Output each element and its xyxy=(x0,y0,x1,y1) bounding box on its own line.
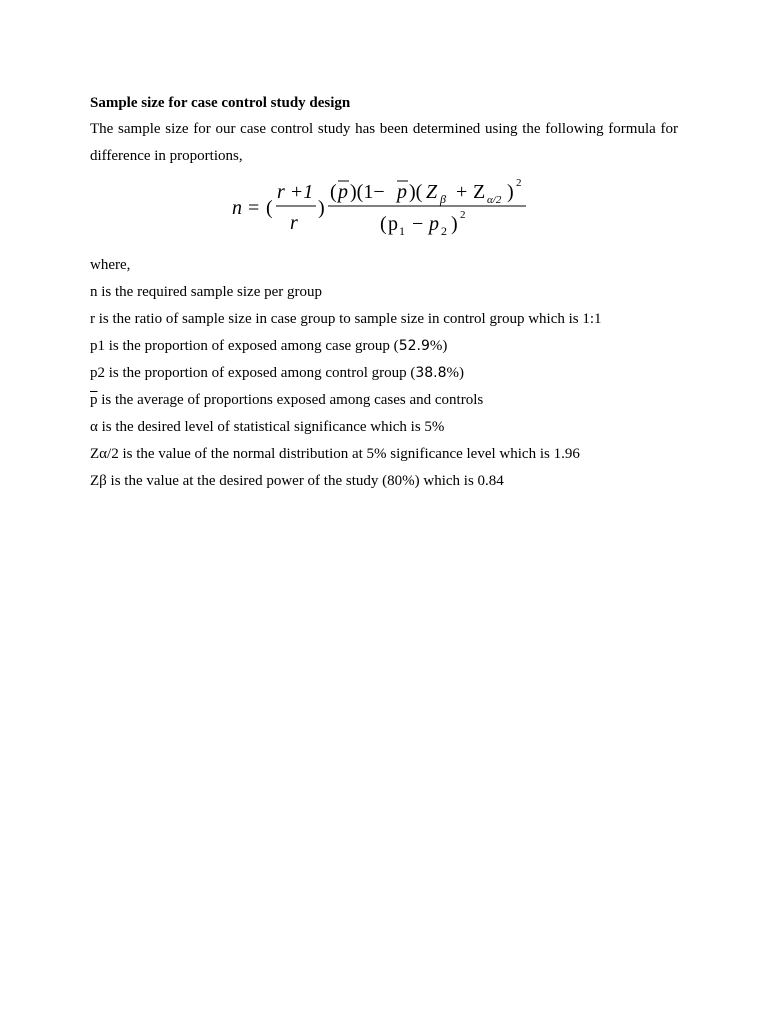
document-page xyxy=(90,90,678,495)
sample-size-formula xyxy=(90,176,678,242)
formula-z-alpha: Z xyxy=(473,181,486,203)
formula-num-mid: )(1− xyxy=(350,181,385,203)
definition-p1-suffix: %) xyxy=(429,338,448,354)
definition-p2 xyxy=(90,360,678,387)
definition-p1-value: 52.9 xyxy=(398,338,430,354)
definition-pbar-text: is the average of proportions exposed among cases and controls xyxy=(97,392,484,408)
formula-p2: p xyxy=(429,213,439,235)
formula-num-open: ( xyxy=(330,181,337,203)
formula-open-paren: ( xyxy=(266,197,273,219)
definition-z-beta: Zβ is the value at the desired power of the study (80%) which is 0.84 xyxy=(90,473,504,489)
formula-n: n xyxy=(232,197,242,219)
formula-p1: p xyxy=(388,213,398,235)
formula-pbar-2: p xyxy=(397,181,407,203)
definition-p2-suffix: %) xyxy=(446,365,465,381)
definition-p2-value: 38.8 xyxy=(415,365,447,381)
formula-plus: + xyxy=(456,181,468,203)
formula-den-close: ) xyxy=(451,213,458,235)
formula-alpha-subscript: α/2 xyxy=(487,194,502,206)
formula-num-close: ) xyxy=(507,181,514,203)
intro-paragraph: The sample size for our case control study has been determined using the following formula for difference in proportions, xyxy=(90,121,678,164)
definition-z-alpha: Zα/2 is the value of the normal distribution at 5% significance level which is 1.96 xyxy=(90,446,580,462)
definition-p1 xyxy=(90,333,678,360)
section-heading: Sample size for case control study design xyxy=(90,95,351,111)
definition-pbar-symbol: $\overline{p}$ xyxy=(90,392,98,408)
formula-den-minus: − xyxy=(412,213,424,235)
formula-r: r xyxy=(290,212,298,234)
formula-p1-subscript: 1 xyxy=(399,224,405,238)
formula-equals: = xyxy=(248,197,260,219)
definition-p1-prefix: p1 is the proportion of exposed among case group ( xyxy=(90,338,399,354)
definition-n: n is the required sample size per group xyxy=(90,284,323,300)
definition-p2-prefix: p2 is the proportion of exposed among control group ( xyxy=(90,365,416,381)
formula-beta-subscript: β xyxy=(440,192,446,206)
formula-den-open: ( xyxy=(380,213,387,235)
formula-pbar-1: p xyxy=(338,181,348,203)
formula-z-beta: Z xyxy=(426,181,438,203)
where-label: where, xyxy=(90,257,131,273)
definition-pbar xyxy=(90,387,678,414)
definition-r: r is the ratio of sample size in case group to sample size in control group which is 1:1 xyxy=(90,311,602,327)
formula-num-zopen: )( xyxy=(409,181,423,203)
formula-den-square: 2 xyxy=(460,209,466,221)
formula-r-plus-1: r +1 xyxy=(277,181,314,203)
definition-alpha: α is the desired level of statistical significance which is 5% xyxy=(90,419,445,435)
formula-p2-subscript: 2 xyxy=(441,224,447,238)
formula-close-paren: ) xyxy=(318,197,325,219)
formula-num-square: 2 xyxy=(516,177,522,189)
